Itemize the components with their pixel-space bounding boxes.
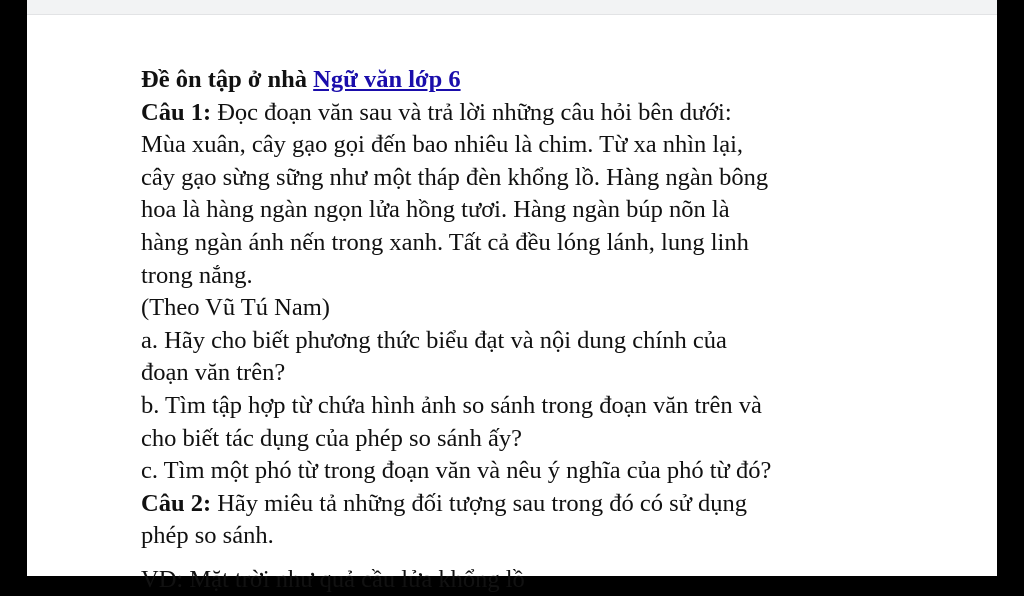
question-2 [141, 488, 941, 521]
passage-line: hàng ngàn ánh nến trong xanh. Tất cả đều lóng lánh, lung linh [141, 228, 749, 256]
question-2-text: Hãy miêu tả những đối tượng sau trong đó có sử dụng [217, 489, 748, 517]
title-prefix: Đề ôn tập ở nhà [141, 66, 308, 93]
passage-line: hoa là hàng ngàn ngọn lửa hồng tươi. Hàng ngàn búp nõn là [141, 196, 730, 224]
document-page [27, 0, 997, 593]
question-1 [141, 97, 941, 130]
question-b-line: cho biết tác dụng của phép so sánh ấy? [141, 424, 522, 452]
question-1-label: Câu 1: [141, 98, 212, 126]
question-b-line: b. Tìm tập hợp từ chứa hình ảnh so sánh trong đoạn văn trên và [141, 391, 762, 419]
document-title [141, 64, 941, 97]
passage-line: cây gạo sừng sững như một tháp đèn khổng lồ. Hàng ngàn bông [141, 163, 769, 191]
viewer-top-strip [27, 0, 997, 15]
passage-source: (Theo Vũ Tú Nam) [141, 294, 330, 322]
question-2-line-2: phép so sánh. [141, 522, 274, 550]
question-2-label: Câu 2: [141, 489, 212, 517]
question-c-line: c. Tìm một phó từ trong đoạn văn và nêu ý nghĩa của phó từ đó? [141, 457, 772, 485]
cutoff-text: VD: Mặt trời như quả cầu lửa khổng lồ [141, 566, 525, 593]
question-a-line: đoạn văn trên? [141, 359, 286, 387]
cutoff-line [141, 566, 601, 593]
document-content [141, 64, 941, 553]
passage-line: Mùa xuân, cây gạo gọi đến bao nhiêu là chim. Từ xa nhìn lại, [141, 131, 744, 159]
question-a-line: a. Hãy cho biết phương thức biểu đạt và nội dung chính của [141, 326, 727, 354]
passage-line: trong nắng. [141, 261, 253, 289]
question-1-text: Đọc đoạn văn sau và trả lời những câu hỏi bên dưới: [217, 98, 732, 126]
title-link[interactable]: Ngữ văn lớp 6 [313, 66, 461, 93]
